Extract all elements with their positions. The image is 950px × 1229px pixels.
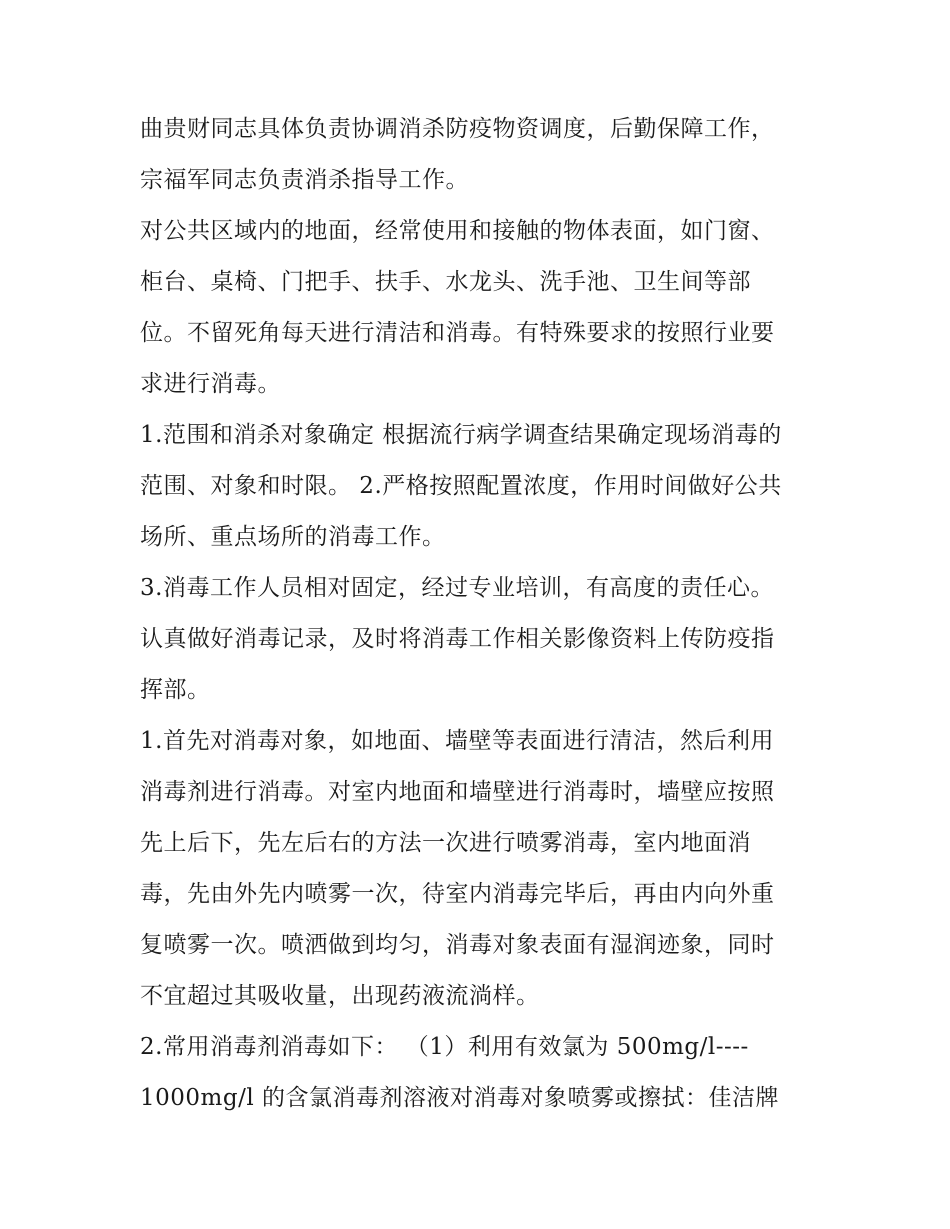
text-line: 场所、重点场所的消毒工作。 [140,524,446,550]
text-line: 对公共区域内的地面，经常使用和接触的物体表面，如门窗、 [140,218,775,244]
document-body [140,104,820,1124]
text-line: 求进行消毒。 [140,371,281,397]
text-line: 1.首先对消毒对象，如地面、墙壁等表面进行清洁，然后利用 [140,728,774,754]
text-line: 复喷雾一次。喷洒做到均匀，消毒对象表面有湿润迹象，同时 [140,932,775,958]
text-line: 2.常用消毒剂消毒如下： （1）利用有效氯为 500mg/l---- [140,1034,749,1060]
text-line: 消毒剂进行消毒。对室内地面和墙壁进行消毒时，墙壁应按照 [140,779,775,805]
text-line: 挥部。 [140,677,211,703]
text-line: 1000mg/l 的含氯消毒剂溶液对消毒对象喷雾或擦拭：佳洁牌 [140,1085,779,1111]
text-line: 位。不留死角每天进行清洁和消毒。有特殊要求的按照行业要 [140,320,775,346]
text-line: 先上后下，先左后右的方法一次进行喷雾消毒，室内地面消 [140,830,751,856]
text-line: 3.消毒工作人员相对固定，经过专业培训，有高度的责任心。 [140,575,774,601]
text-line: 认真做好消毒记录，及时将消毒工作相关影像资料上传防疫指 [140,626,775,652]
text-line: 范围、对象和时限。 2.严格按照配置浓度，作用时间做好公共 [140,473,782,499]
text-line: 不宜超过其吸收量，出现药液流淌样。 [140,983,540,1009]
text-line: 毒，先由外先内喷雾一次，待室内消毒完毕后，再由内向外重 [140,881,775,907]
text-line: 柜台、桌椅、门把手、扶手、水龙头、洗手池、卫生间等部 [140,269,751,295]
text-line: 宗福军同志负责消杀指导工作。 [140,167,469,193]
text-line: 曲贵财同志具体负责协调消杀防疫物资调度，后勤保障工作， [140,116,775,142]
text-line: 1.范围和消杀对象确定 根据流行病学调查结果确定现场消毒的 [140,422,782,448]
